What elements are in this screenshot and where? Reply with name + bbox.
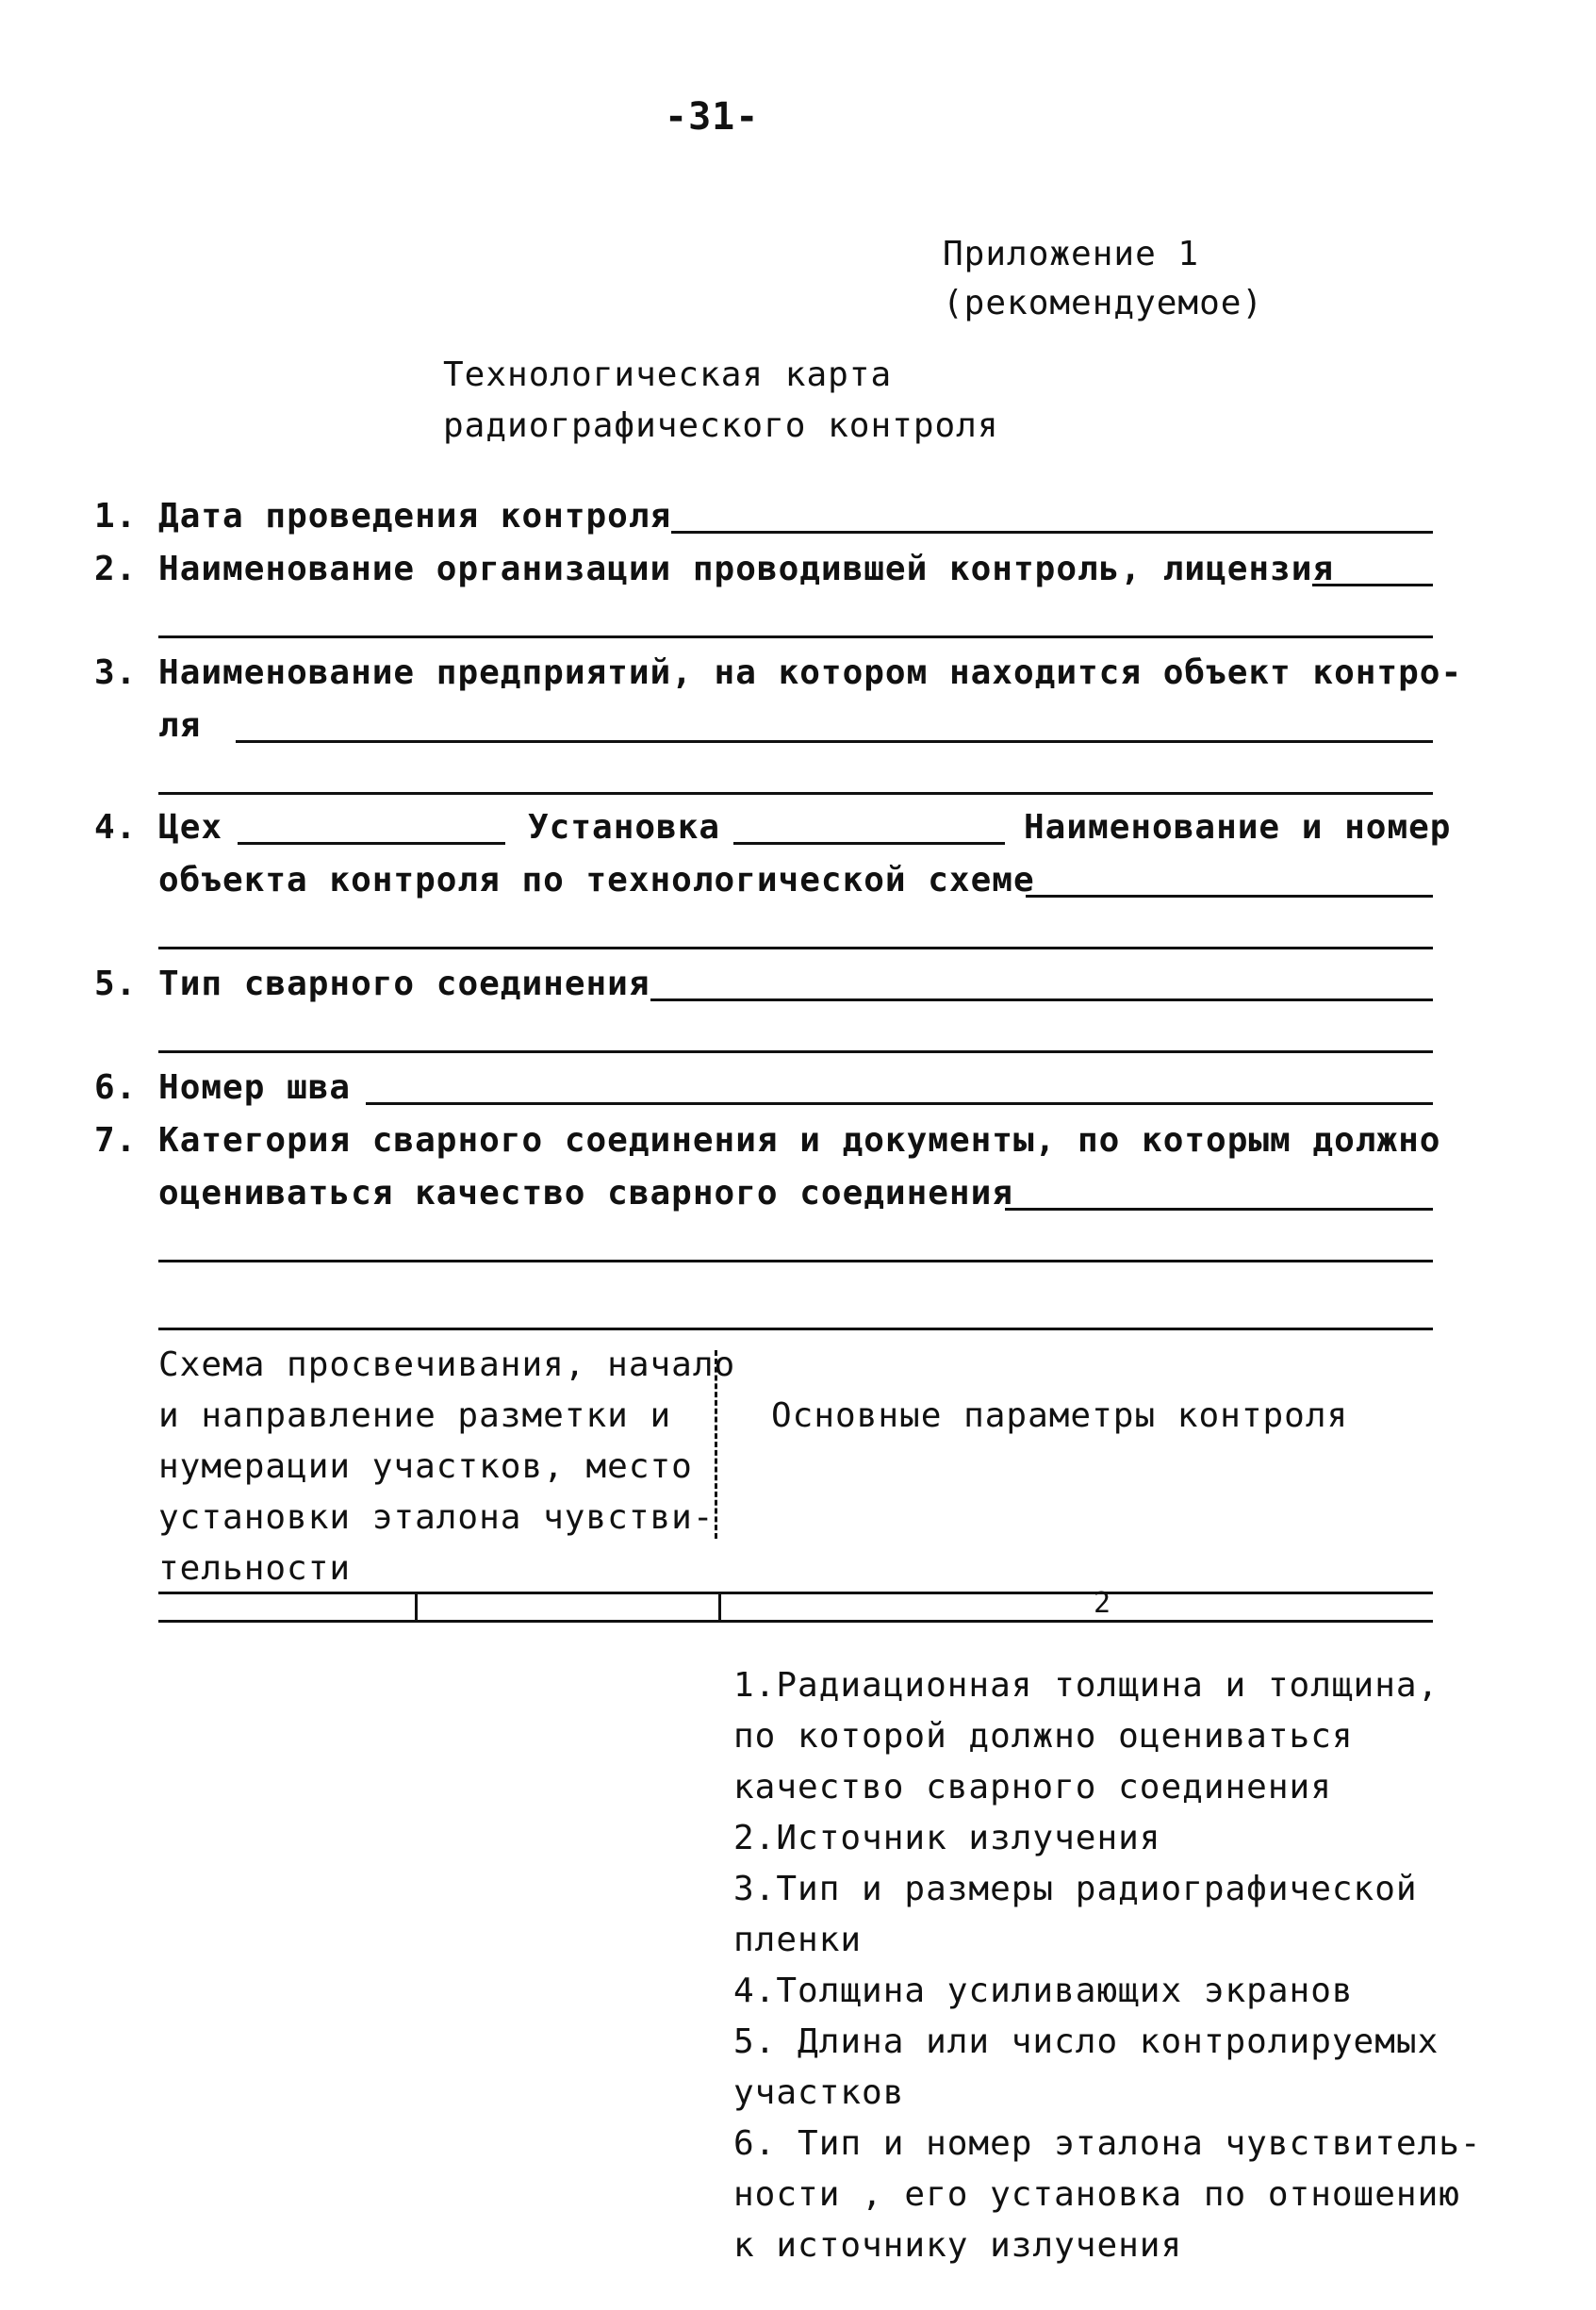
param-line-11: ности , его установка по отношению — [733, 2175, 1460, 2214]
table-col1-header-line-2: и направление разметки и — [158, 1396, 672, 1435]
item-2-fill-line-2[interactable] — [158, 635, 1433, 638]
param-line-6: пленки — [733, 1921, 863, 1959]
item-7-fill-line[interactable] — [1005, 1208, 1433, 1211]
appendix-label: Приложение 1 — [943, 235, 1200, 273]
item-4-installation-line[interactable] — [733, 842, 1005, 845]
appendix-note: (рекомендуемое) — [943, 284, 1264, 322]
item-6-label: 6. Номер шва — [94, 1068, 352, 1107]
param-line-9: участков — [733, 2073, 905, 2112]
table-col2-number: 2 — [1094, 1587, 1112, 1620]
table-col2-header: Основные параметры контроля — [771, 1396, 1349, 1435]
item-4-fill-line-2[interactable] — [158, 947, 1433, 949]
item-4-installation-label: Установка — [528, 808, 721, 847]
item-4-label: 4. Цех — [94, 808, 223, 847]
item-7-fill-line-3[interactable] — [158, 1328, 1433, 1330]
item-2-label: 2. Наименование организации проводившей контроль, лицензия — [94, 550, 1335, 588]
table-col1-header-line-5: тельности — [158, 1549, 352, 1588]
param-line-2: по которой должно оцениваться — [733, 1717, 1354, 1756]
param-line-3: качество сварного соединения — [733, 1768, 1332, 1807]
table-col1-header-line-1: Схема просвечивания, начало — [158, 1345, 736, 1384]
param-line-4: 2.Источник излучения — [733, 1819, 1161, 1857]
param-line-12: к источнику излучения — [733, 2226, 1183, 2265]
table-col1-number — [405, 1588, 422, 1620]
item-5-fill-line[interactable] — [650, 998, 1433, 1001]
item-3-fill-line[interactable] — [236, 740, 1433, 743]
item-4-workshop-line[interactable] — [238, 842, 505, 845]
item-7-label: 7. Категория сварного соединения и документы, по которым должно — [94, 1121, 1441, 1160]
item-5-fill-line-2[interactable] — [158, 1050, 1433, 1053]
page-number: -31- — [665, 95, 760, 139]
item-4-name-label: Наименование и номер — [1024, 808, 1452, 847]
item-7-label-cont: оцениваться качество сварного соединения — [158, 1174, 1013, 1213]
param-line-1: 1.Радиационная толщина и толщина, — [733, 1666, 1440, 1705]
table-col1-header-line-4: установки эталона чувстви- — [158, 1498, 715, 1537]
item-1-label: 1. Дата проведения контроля — [94, 497, 672, 536]
table-col2-number-tick — [718, 1593, 721, 1620]
item-3-label-cont: ля — [158, 706, 202, 745]
document-title-line-1: Технологическая карта — [443, 355, 893, 394]
item-7-fill-line-2[interactable] — [158, 1260, 1433, 1262]
param-line-5: 3.Тип и размеры радиографической — [733, 1870, 1418, 1908]
param-line-10: 6. Тип и номер эталона чувствитель- — [733, 2124, 1482, 2163]
item-5-label: 5. Тип сварного соединения — [94, 965, 650, 1003]
table-header-rule-bottom — [158, 1620, 1433, 1623]
item-3-fill-line-2[interactable] — [158, 792, 1433, 795]
item-2-fill-line[interactable] — [1312, 584, 1433, 586]
item-4-fill-line[interactable] — [1026, 895, 1433, 898]
param-line-7: 4.Толщина усиливающих экранов — [733, 1972, 1354, 2010]
item-3-label: 3. Наименование предприятий, на котором находится объект контро- — [94, 653, 1463, 692]
table-header-rule-top — [158, 1592, 1433, 1594]
table-column-divider — [715, 1350, 717, 1539]
item-6-fill-line[interactable] — [366, 1102, 1433, 1105]
item-1-fill-line[interactable] — [671, 531, 1433, 534]
document-title-line-2: радиографического контроля — [443, 406, 999, 445]
table-col1-header-line-3: нумерации участков, место — [158, 1447, 693, 1486]
param-line-8: 5. Длина или число контролируемых — [733, 2022, 1440, 2061]
item-4-label-cont: объекта контроля по технологической схеме — [158, 861, 1035, 899]
